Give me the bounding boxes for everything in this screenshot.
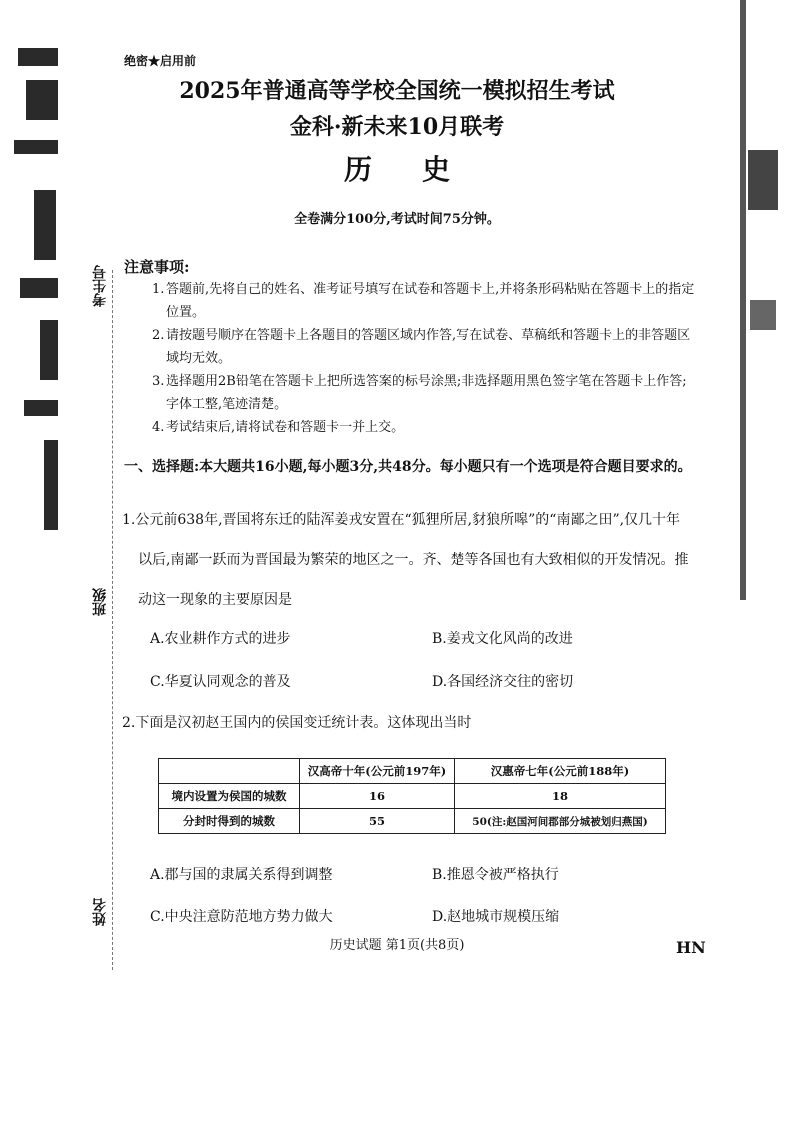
q2-option-d[interactable]: D.赵地城市规模压缩 [432,909,560,925]
binding-line [112,270,113,970]
notice-title: 注意事项: [124,258,190,276]
q1-option-d[interactable]: D.各国经济交往的密切 [432,674,574,690]
notice-text: 选择题用2B铅笔在答题卡上把所选答案的标号涂黑;非选择题用黑色签字笔在答题卡上作答;字体工整,笔迹清楚。 [166,374,687,412]
table-header-cell [159,759,300,784]
table-header-row [159,759,666,784]
exam-title: 2025年普通高等学校全国统一模拟招生考试 [179,78,615,104]
notice-num: 4. [152,420,165,435]
q1-line2: 以后,南鄙一跃而为晋国最为繁荣的地区之一。齐、楚等各国也有大致相似的开发情况。推 [138,552,689,568]
q1-line1: 1.公元前638年,晋国将东迁的陆浑姜戎安置在“狐狸所居,豺狼所嗥”的“南鄙之田”,仅几十年 [122,512,681,528]
fief-statistics-table [158,758,666,834]
subject-title: 历史 [343,153,500,186]
notice-item [152,278,697,324]
q1-option-c[interactable]: C.华夏认同观念的普及 [150,674,291,690]
notice-text: 答题前,先将自己的姓名、准考证号填写在试卷和答题卡上,并将条形码粘贴在答题卡上的指定位置。 [166,282,695,320]
q1-line3: 动这一现象的主要原因是 [138,592,292,608]
exam-number-label: 考生号 [92,265,108,307]
question-2-stem: 2.下面是汉初赵王国内的侯国变迁统计表。这体现出当时 [122,715,472,731]
q2-option-c[interactable]: C.中央注意防范地方势力做大 [150,909,333,925]
region-code: HN [676,938,706,957]
q1-option-b[interactable]: B.姜戎文化风尚的改进 [432,631,573,647]
table-cell: 55 [300,809,455,834]
notice-num: 1. [152,282,165,297]
notice-num: 2. [152,328,165,343]
class-label: 班级 [92,588,108,616]
name-label: 姓名 [92,898,108,926]
q1-option-a[interactable]: A.农业耕作方式的进步 [150,631,291,647]
exam-subtitle: 金科·新未来10月联考 [289,114,505,140]
question-1 [122,500,702,620]
table-row [159,809,666,834]
table-cell: 50(注:赵国河间郡部分城被划归燕国) [455,809,666,834]
table-cell: 16 [300,784,455,809]
notice-num: 3. [152,374,165,389]
table-cell: 18 [455,784,666,809]
q2-option-b[interactable]: B.推恩令被严格执行 [432,867,559,883]
notice-item [152,370,697,416]
table-row [159,784,666,809]
notice-item [152,416,697,439]
notice-item [152,324,697,370]
notice-list [152,278,697,439]
notice-text: 请按题号顺序在答题卡上各题目的答题区域内作答,写在试卷、草稿纸和答题卡上的非答题区域均无效。 [166,328,691,366]
section-title: 一、选择题:本大题共16小题,每小题3分,共48分。每小题只有一个选项是符合题目要求的。 [124,459,692,475]
table-header-cell: 汉高帝十年(公元前197年) [300,759,455,784]
full-score-note: 全卷满分100分,考试时间75分钟。 [294,212,500,227]
q2-option-a[interactable]: A.郡与国的隶属关系得到调整 [150,867,333,883]
secret-mark: 绝密★启用前 [124,54,197,68]
table-header-cell: 汉惠帝七年(公元前188年) [455,759,666,784]
table-cell: 分封时得到的城数 [159,809,300,834]
notice-text: 考试结束后,请将试卷和答题卡一并上交。 [166,420,405,435]
table-cell: 境内设置为侯国的城数 [159,784,300,809]
page-footer: 历史试题 第1页(共8页) [329,938,465,953]
